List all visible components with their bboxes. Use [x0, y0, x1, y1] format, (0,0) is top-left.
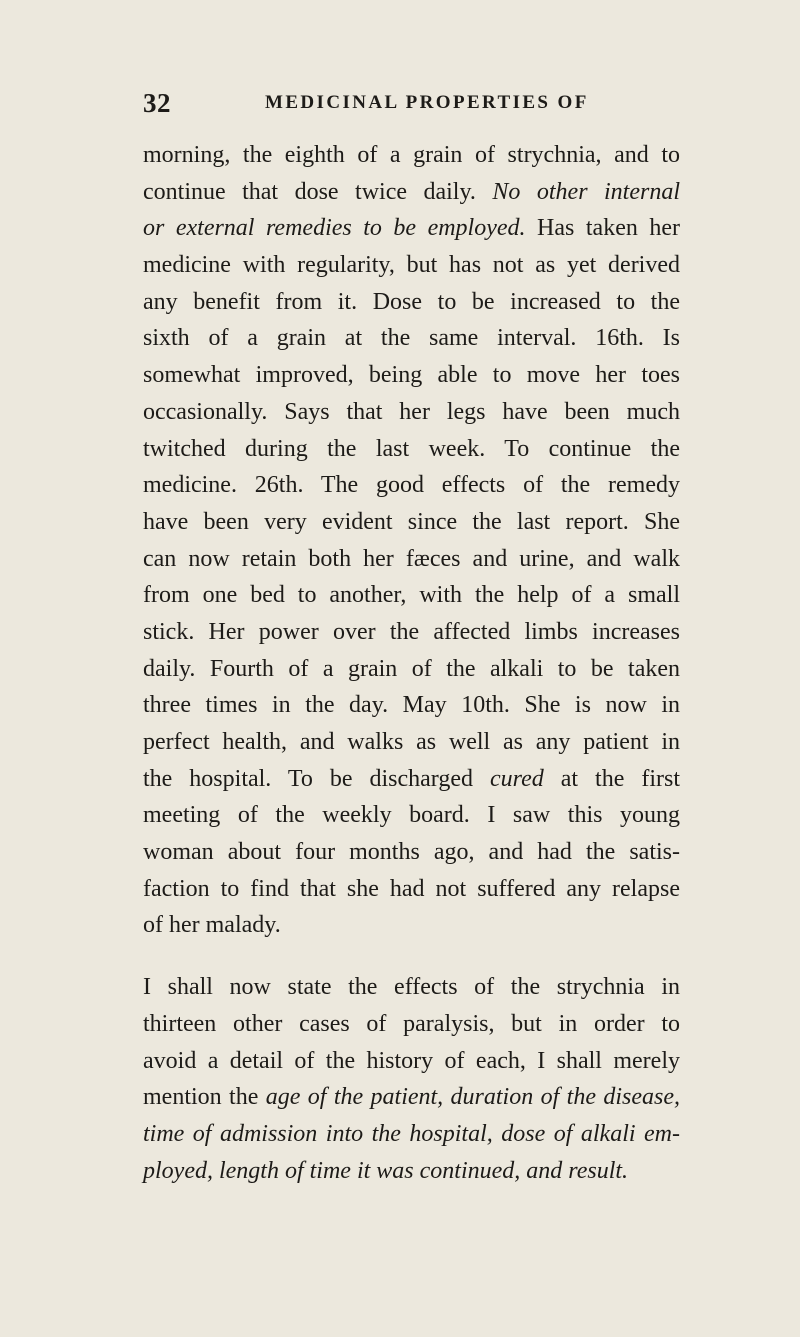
text-line: thirteen other cases of paralysis, but in order to [143, 1010, 680, 1037]
paragraph-1 [143, 137, 680, 944]
italic-run: time of admission into the hospital, dose of alkali em- [143, 1120, 680, 1147]
text-line: stick. Her power over the affected limbs increases [143, 618, 680, 645]
text-line: sixth of a grain at the same interval. 16th. Is [143, 325, 680, 352]
text-run: continue that dose twice daily. [143, 178, 476, 205]
text-line: daily. Fourth of a grain of the alkali to be taken [143, 655, 680, 682]
text-line: medicine with regularity, but has not as yet derived [143, 252, 680, 279]
text-run: Has taken her [537, 215, 680, 242]
text-run: mention the [143, 1084, 259, 1111]
text-line [143, 761, 680, 798]
text-line: I shall now state the effects of the strychnia in [143, 974, 680, 1001]
text-line: three times in the day. May 10th. She is now in [143, 692, 680, 719]
running-title: MEDICINAL PROPERTIES OF [265, 92, 589, 113]
italic-run: ployed, length of time it was continued, [143, 1157, 521, 1184]
text-line: woman about four months ago, and had the satis- [143, 839, 680, 866]
text-line: somewhat improved, being able to move her toes [143, 362, 680, 389]
italic-run: age of the patient, duration of the disease, [265, 1084, 681, 1111]
text-line [143, 1116, 680, 1153]
italic-run: cured [489, 765, 544, 792]
page-number: 32 [143, 88, 171, 118]
text-line: from one bed to another, with the help of a small [143, 582, 680, 609]
paragraph-2 [143, 969, 680, 1189]
text-line: can now retain both her fæces and urine, and walk [143, 545, 680, 572]
text-run: at the first [560, 765, 680, 792]
text-line: twitched during the last week. To continue the [143, 435, 680, 462]
text-run: the hospital. To be discharged [143, 765, 473, 792]
text-line: faction to find that she had not suffered any relapse [143, 875, 680, 902]
paragraph-gap [143, 944, 680, 969]
text-line: medicine. 26th. The good effects of the remedy [143, 472, 680, 499]
text-line: meeting of the weekly board. I saw this young [143, 802, 680, 829]
text-line [143, 1079, 680, 1116]
text-line: have been very evident since the last report. She [143, 508, 680, 535]
text-line: occasionally. Says that her legs have been much [143, 398, 680, 425]
italic-run: result. [568, 1157, 629, 1184]
italic-run: and [526, 1157, 563, 1184]
running-head [143, 88, 678, 118]
text-line [143, 174, 680, 211]
text-line: morning, the eighth of a grain of strychnia, and to [143, 142, 680, 168]
body-text [143, 137, 680, 1189]
italic-run: No other internal [492, 178, 681, 205]
text-line [143, 1153, 680, 1190]
text-line: perfect health, and walks as well as any patient in [143, 729, 680, 755]
italic-run: or external remedies to be employed. [143, 215, 526, 242]
text-line: any benefit from it. Dose to be increased to the [143, 288, 680, 315]
text-line: of her malady. [143, 912, 281, 939]
text-line: avoid a detail of the history of each, I shall merely [143, 1047, 680, 1074]
text-line [143, 210, 680, 247]
